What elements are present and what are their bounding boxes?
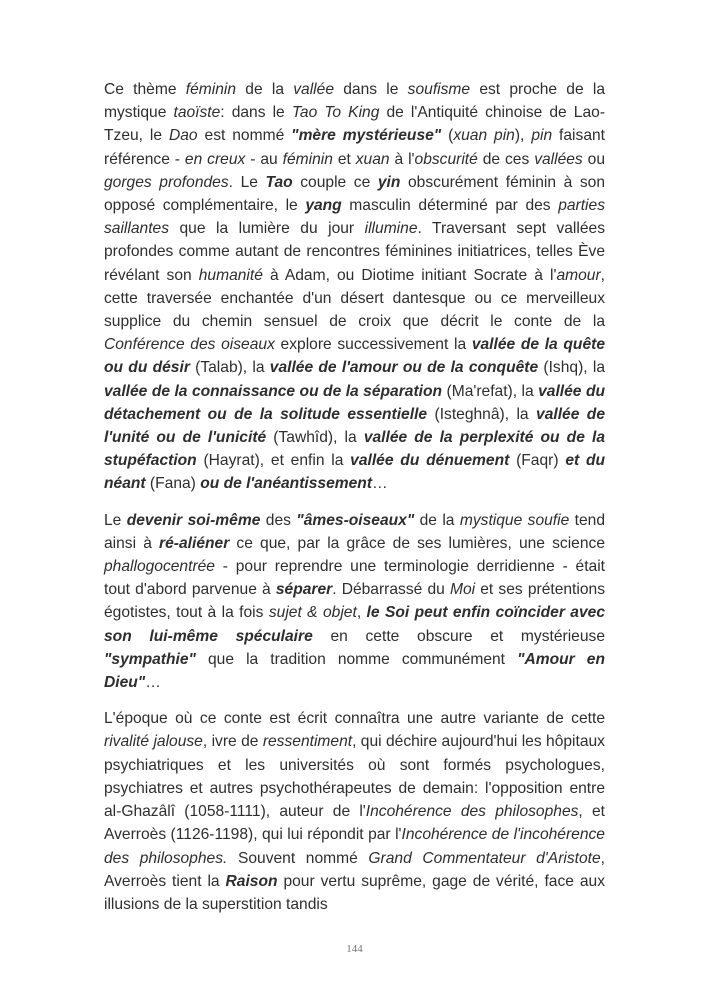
text-run: xuan pin	[453, 127, 515, 145]
text-run: ou de l'anéantissement	[200, 475, 373, 493]
text-run: . Traversant sept vallées profondes comme autant de rencontres féminines initiatrices, telles Ève révélant son	[104, 220, 605, 284]
text-run: en creux	[184, 150, 246, 168]
text-run: : dans le	[220, 104, 292, 122]
text-run: . Le	[228, 173, 266, 191]
text-run: , qui déchire aujourd'hui les hôpitaux psychiatriques et les universités où sont formés psychologues, psychiatres et autres psychothérapeutes de demain: l'opposition entre al-Ghazâlî (1058-1111), auteur de l'	[104, 733, 605, 821]
text-run: vallée de la connaissance ou de la séparation	[104, 382, 443, 400]
text-run: féminin	[185, 81, 237, 98]
text-run: ré-aliéner	[159, 534, 230, 552]
text-run: en cette obscure et mystérieuse	[312, 627, 605, 645]
text-run: "mère mystérieuse"	[291, 127, 442, 145]
text-run: Ce thème	[104, 81, 186, 98]
text-run: …	[145, 674, 161, 692]
text-run: - pour reprendre une terminologie derridienne - était tout d'abord parvenue à	[104, 558, 605, 599]
text-run: que la lumière du jour	[169, 220, 365, 238]
text-run: ),	[514, 127, 532, 145]
text-run: , cette traversée enchantée d'un désert dantesque ou ce merveilleux supplice du chemin sensuel de croix que décrit le conte de la	[104, 266, 605, 331]
text-run: (	[441, 127, 454, 145]
text-run: masculin déterminé par des	[341, 197, 559, 215]
text-run: Raison	[225, 872, 278, 890]
text-run: obscurité	[414, 150, 478, 168]
text-run: mystique soufie	[459, 511, 570, 529]
text-run: de ces	[477, 150, 535, 168]
text-run: "âmes-oiseaux"	[296, 511, 415, 529]
text-run: Dao	[168, 127, 198, 145]
text-run: amour	[556, 266, 601, 284]
text-run: dans le	[334, 81, 408, 98]
text-run: (Hayrat), et enfin la	[196, 452, 351, 470]
text-run: humanité	[198, 266, 263, 284]
text-run: couple ce	[292, 173, 378, 191]
text-run: vallée du dénuement	[350, 452, 510, 470]
text-run: tend ainsi à	[104, 511, 605, 552]
text-run: soufisme	[407, 81, 471, 98]
text-run: pin	[531, 127, 553, 145]
text-run: (Ishq), la	[538, 359, 605, 377]
text-run: vallée du détachement ou de la solitude essentielle	[104, 382, 605, 423]
text-run: le Soi peut enfin coïncider avec son lui-même spéculaire	[104, 604, 605, 645]
text-run: à Adam, ou Diotime initiant Socrate à l'	[262, 266, 557, 284]
text-run: Le	[104, 511, 127, 529]
text-run: ressentiment	[262, 733, 353, 751]
text-run: - au	[245, 150, 283, 168]
text-run: et	[332, 150, 356, 168]
text-run: (Ma'refat), la	[442, 382, 539, 400]
page-text	[104, 78, 605, 929]
text-run: Grand Commentateur d'Aristote	[368, 849, 601, 867]
text-run: gorges profondes	[104, 173, 229, 191]
text-run: Incohérence des philosophes	[365, 803, 579, 821]
text-run: est nommé	[197, 127, 292, 145]
text-run: (Fana)	[145, 475, 201, 493]
paragraph-1	[104, 78, 605, 496]
text-run: , et Averroès (1126-1198), qui lui répondit par l'	[104, 803, 605, 844]
text-run: yang	[305, 197, 342, 215]
text-run: pour vertu suprême, gage de vérité, face aux illusions de la superstition tandis	[104, 872, 605, 913]
text-run: Conférence des oiseaux	[104, 336, 275, 354]
text-run: que la tradition nomme communément	[195, 650, 518, 668]
text-run: vallée	[293, 81, 334, 98]
text-run: faisant référence -	[104, 127, 605, 168]
text-run: séparer	[275, 581, 333, 599]
text-run: parties saillantes	[104, 197, 605, 238]
text-run: est proche de la mystique	[104, 81, 605, 122]
text-run: , ivre de	[202, 733, 263, 751]
text-run: . Débarrassé du	[332, 581, 450, 599]
text-run: devenir soi-même	[126, 511, 261, 529]
text-run: (Faqr)	[509, 452, 566, 470]
text-run: (Tawhîd), la	[266, 429, 364, 447]
text-run: rivalité jalouse	[104, 733, 203, 751]
text-run: vallées	[534, 150, 583, 168]
text-run: explore successivement la	[274, 336, 472, 354]
text-run: vallée de la quête ou du désir	[104, 336, 605, 377]
text-run: ce que, par la grâce de ses lumières, une science	[229, 534, 605, 552]
text-run: (Talab), la	[189, 359, 270, 377]
page-number: 144	[346, 943, 363, 955]
text-run: xuan	[355, 150, 390, 168]
text-run: Incohérence de l'incohérence des philosophes.	[104, 826, 605, 867]
paragraph-2	[104, 509, 605, 695]
text-run: illumine	[364, 220, 418, 238]
text-run: vallée de l'amour ou de la conquête	[269, 359, 539, 377]
text-run: de l'Antiquité chinoise de Lao-Tzeu, le	[104, 104, 606, 145]
text-run: et ses prétentions égotistes, tout à la fois	[104, 581, 605, 622]
text-run: ou	[582, 150, 605, 168]
text-run: de la	[414, 511, 460, 529]
text-run: de la	[236, 81, 294, 98]
text-run: Souvent nommé	[227, 849, 369, 867]
text-run: vallée de l'unité ou de l'unicité	[104, 405, 605, 447]
text-run: "sympathie"	[104, 650, 196, 668]
text-run: Tao	[265, 173, 293, 191]
text-run: (Isteghnâ), la	[427, 405, 537, 423]
text-run: "Amour en Dieu"	[104, 650, 605, 692]
text-run: Tao To King	[291, 104, 380, 122]
text-run: yin	[377, 173, 401, 191]
text-run: , Averroès tient la	[104, 849, 605, 890]
text-run: à l'	[389, 150, 415, 168]
text-run: sujet & objet	[268, 604, 357, 622]
text-run: L'époque où ce conte est écrit connaîtra une autre variante de cette	[104, 710, 605, 728]
text-run: et du néant	[104, 452, 606, 493]
text-run: …	[372, 475, 388, 493]
text-run: vallée de la perplexité ou de la stupéfaction	[104, 429, 605, 470]
text-run: des	[260, 511, 297, 529]
text-run: ,	[356, 604, 367, 622]
text-run: Moi	[449, 581, 476, 599]
text-run: obscurément féminin à son opposé complémentaire, le	[104, 173, 606, 215]
text-run: féminin	[282, 150, 333, 168]
text-run: phallogocentrée	[104, 558, 215, 576]
paragraph-3	[104, 707, 605, 916]
text-run: taoïste	[173, 104, 221, 122]
